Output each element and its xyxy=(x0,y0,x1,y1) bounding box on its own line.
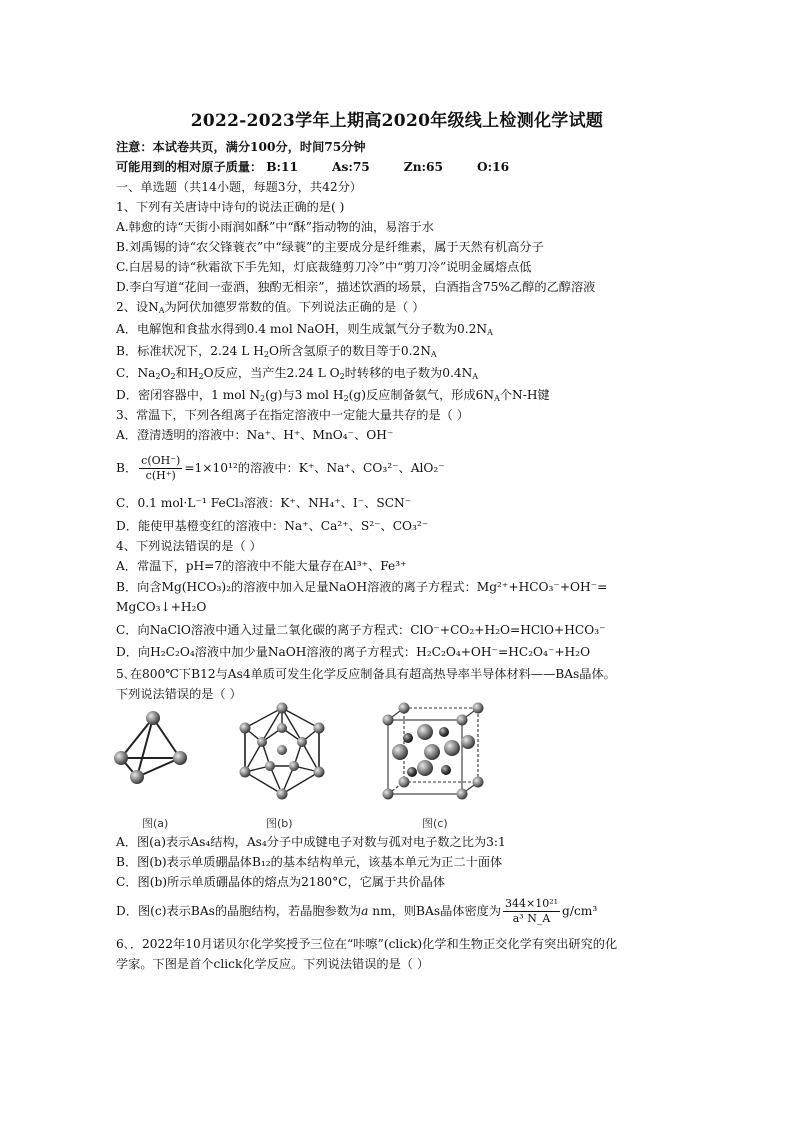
page-title: 2022-2023学年上期高2020年级线上检测化学试题 xyxy=(190,111,604,131)
q4-option-a: A．常温下，pH=7的溶液中不能大量存在Al³⁺、Fe³⁺ xyxy=(116,559,407,573)
q6-stem: 6､．2022年10月诺贝尔化学奖授予三位在“咔嚓”(click)化学和生物正交化学有突出研究的化 xyxy=(116,937,618,951)
q2-option-c: C．$Na_2O_2$和$H_2O$反应，当产生2.24 L $O_2$时转移的电子数为$0.4N_A$ xyxy=(116,366,479,381)
q1-option-b: B.刘禹锡的诗“农父锋蓑衣”中“绿蓑”的主要成分是纤维素，属于天然有机高分子 xyxy=(116,240,544,254)
atom-mass: Zn:65 xyxy=(403,160,444,174)
q3-option-d: D．能使甲基橙变红的溶液中：Na⁺、Ca²⁺、S²⁻、CO₃²⁻ xyxy=(116,519,429,533)
q2-option-b: B．标准状况下，2.24 L $H_2O$所含氢原子的数目等于$0.2N_A$ xyxy=(116,344,437,359)
q1-option-a: A.韩愈的诗“天街小雨润如酥”中“酥”指动物的油，易溶于水 xyxy=(116,220,434,234)
q1-option-d: D.李白写道“花间一壶酒，独酌无相亲”，描述饮酒的场景，白酒指含75%乙醇的乙醇溶液 xyxy=(116,280,596,294)
q2-option-d: D．密闭容器中，1 mol $N_2(g)$与3 mol $H_2(g)$反应制备氨气，形成$6N_A$个N-H键 xyxy=(116,388,550,403)
figure-caption-a: 图(a) xyxy=(142,817,169,830)
density-fraction: $\frac{\text{344×10²¹}}{\text{a³ N\_A}}$ xyxy=(505,897,559,925)
q5-option-c: C．图(b)所示单质硼晶体的熔点为2180°C，它属于共价晶体 xyxy=(116,875,446,889)
q5-stem-cont: 下列说法错误的是（ ） xyxy=(116,687,242,701)
atoms-label: 可能用到的相对原子质量： xyxy=(116,160,263,174)
q3-option-a: A．澄清透明的溶液中：Na⁺、H⁺、MnO₄⁻、OH⁻ xyxy=(116,428,394,442)
q2-stem: 2、设$N_A$为阿伏加德罗常数的值。下列说法正确的是（ ） xyxy=(116,300,425,315)
atomic-masses xyxy=(116,157,734,177)
q4-stem: 4、下列说法错误的是（ ） xyxy=(116,539,262,553)
q4-option-d: D．向H₂C₂O₄溶液中加少量NaOH溶液的离子方程式：H₂C₂O₄+OH⁻=HC₂O₄⁻+H₂O xyxy=(116,645,591,659)
section-heading: 一、单选题（共14小题，每题3分，共42分） xyxy=(116,180,362,194)
fraction: $\frac{c(OH^-)}{c(H^+)}$ xyxy=(141,454,181,482)
atom-mass: As:75 xyxy=(332,160,370,174)
notice: 注意：本试卷共页，满分100分，时间75分钟 xyxy=(116,140,366,154)
q4-option-b: B．向含Mg(HCO₃)₂的溶液中加入足量NaOH溶液的离子方程式：Mg²⁺+HCO₃⁻+OH⁻= xyxy=(116,580,608,594)
q1-option-c: C.白居易的诗“秋霜欲下手先知，灯底裁缝剪刀冷”中“剪刀冷”说明金属熔点低 xyxy=(116,260,532,274)
q3-stem: 3、常温下，下列各组离子在指定溶液中一定能大量共存的是（ ） xyxy=(116,408,469,422)
figure-caption-c: 图(c) xyxy=(422,817,448,830)
q3-option-c: C．0.1 mol·L⁻¹ FeCl₃溶液：K⁺、NH₄⁺、I⁻、SCN⁻ xyxy=(116,496,412,510)
atom-mass: O:16 xyxy=(477,160,510,174)
q3-option-b: B． $\frac{c(OH^-)}{c(H^+)}$ =1×10¹²的溶液中：K⁺、Na⁺、CO₃²⁻、AlO₂⁻ xyxy=(116,454,445,482)
q6-stem-cont: 学家。下图是首个click化学反应。下列说法错误的是（ ） xyxy=(116,957,430,971)
q5-option-b: B．图(b)表示单质硼晶体B₁₂的基本结构单元，该基本单元为正二十面体 xyxy=(116,855,503,869)
q5-option-d: D．图(c)表示BAs的晶胞结构，若晶胞参数为a nm，则BAs晶体密度为 $\frac{\text{344×10²¹}}{\text{a³ N\_A}}$ g/cm³ xyxy=(116,897,598,925)
q1-stem: 1、下列有关唐诗中诗句的说法正确的是( ) xyxy=(116,200,345,214)
atom-mass: B:11 xyxy=(266,160,299,174)
q5-option-a: A．图(a)表示As₄结构，As₄分子中成键电子对数与孤对电子数之比为3:1 xyxy=(116,835,506,849)
q2-option-a: A．电解饱和食盐水得到0.4 mol NaOH，则生成氯气分子数为$0.2N_A$ xyxy=(116,322,493,337)
q5-stem: 5､在800℃下B12与As4单质可发生化学反应制备具有超高热导率半导体材料——BAs晶体。 xyxy=(116,667,616,681)
q4-option-b-cont: MgCO₃↓+H₂O xyxy=(116,600,207,614)
q4-option-c: C．向NaClO溶液中通入过量二氧化碳的离子方程式：ClO⁻+CO₂+H₂O=HClO+HCO₃⁻ xyxy=(116,623,606,637)
figure-caption-b: 图(b) xyxy=(266,817,293,830)
crystal-structures-figure xyxy=(112,702,492,830)
tetrahedron-structure xyxy=(121,718,180,777)
